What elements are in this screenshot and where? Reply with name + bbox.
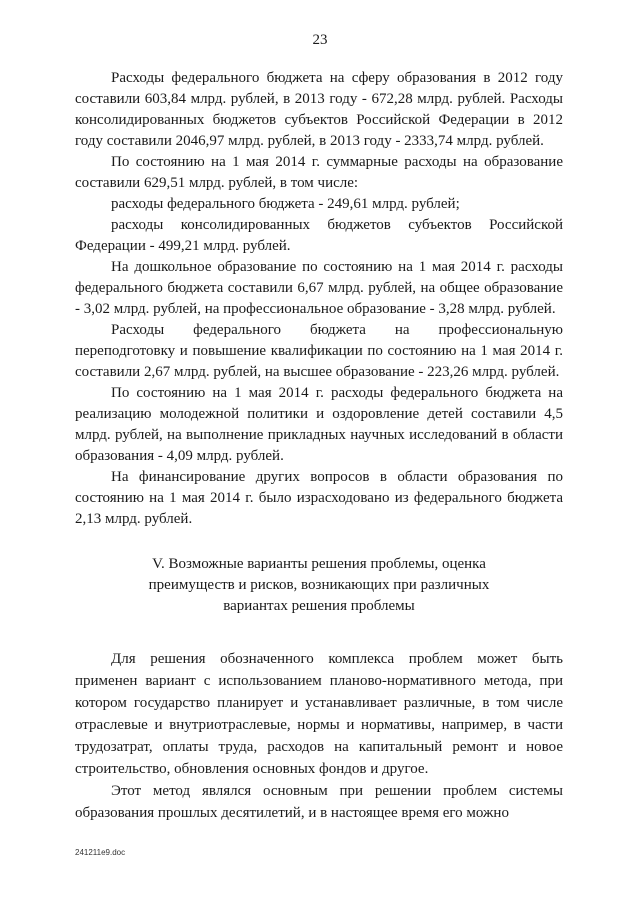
paragraph-professional-retraining: Расходы федерального бюджета на профессиональную переподготовку и повышение квалификации по состоянию на 1 мая 2014 г. составили 2,67 млрд. рублей, на высшее образование - 223,26 млрд. рублей. [75,322,563,380]
document-body [75,68,563,824]
section-heading [75,554,563,617]
section-heading-line: вариантах решения проблемы [223,598,415,614]
paragraph-total-expenses-may-2014: По состоянию на 1 мая 2014 г. суммарные расходы на образование составили 629,51 млрд. рублей, в том числе: [75,154,563,191]
paragraph-method-history: Этот метод являлся основным при решении проблем системы образования прошлых десятилетий, и в настоящее время его можно [75,783,563,821]
paragraph-planning-normative-method: Для решения обозначенного комплекса проблем может быть применен вариант с использованием планово-нормативного метода, при котором государство планирует и устанавливает различные, в том числе отраслевые и внутриотраслевые, нормы и нормативы, например, в части трудозатрат, оплаты труда, расходов на капитальный ремонт и новое строительство, обновления основных фондов и другое. [75,651,563,777]
paragraph-other-education-financing: На финансирование других вопросов в области образования по состоянию на 1 мая 2014 г. было израсходовано из федерального бюджета 2,13 млрд. рублей. [75,469,563,527]
page-number: 23 [312,32,328,48]
paragraph-consolidated-budget-expenses: расходы консолидированных бюджетов субъектов Российской Федерации - 499,21 млрд. рублей. [75,217,563,254]
section-heading-line: V. Возможные варианты решения проблемы, оценка [152,556,486,572]
footer-filename: 241211e9.doc [75,848,126,857]
paragraph-federal-budget-2012-2013: Расходы федерального бюджета на сферу образования в 2012 году составили 603,84 млрд. рублей, в 2013 году - 672,28 млрд. рублей. Расходы консолидированных бюджетов субъектов Российской Федерации в 2012 году составили 2046,97 млрд. рублей, в 2013 году - 2333,74 млрд. рублей. [75,70,563,149]
paragraph-federal-budget-expenses: расходы федерального бюджета - 249,61 млрд. рублей; [111,196,460,212]
paragraph-youth-policy: По состоянию на 1 мая 2014 г. расходы федерального бюджета на реализацию молодежной политики и оздоровление детей составили 4,5 млрд. рублей, на выполнение прикладных научных исследований в области образования - 4,09 млрд. рублей. [75,385,563,464]
paragraph-preschool-education: На дошкольное образование по состоянию на 1 мая 2014 г. расходы федерального бюджета составили 6,67 млрд. рублей, на общее образование - 3,02 млрд. рублей, на профессиональное образование - 3,28 млрд. рублей. [75,259,563,317]
section-heading-line: преимуществ и рисков, возникающих при различных [148,577,490,593]
